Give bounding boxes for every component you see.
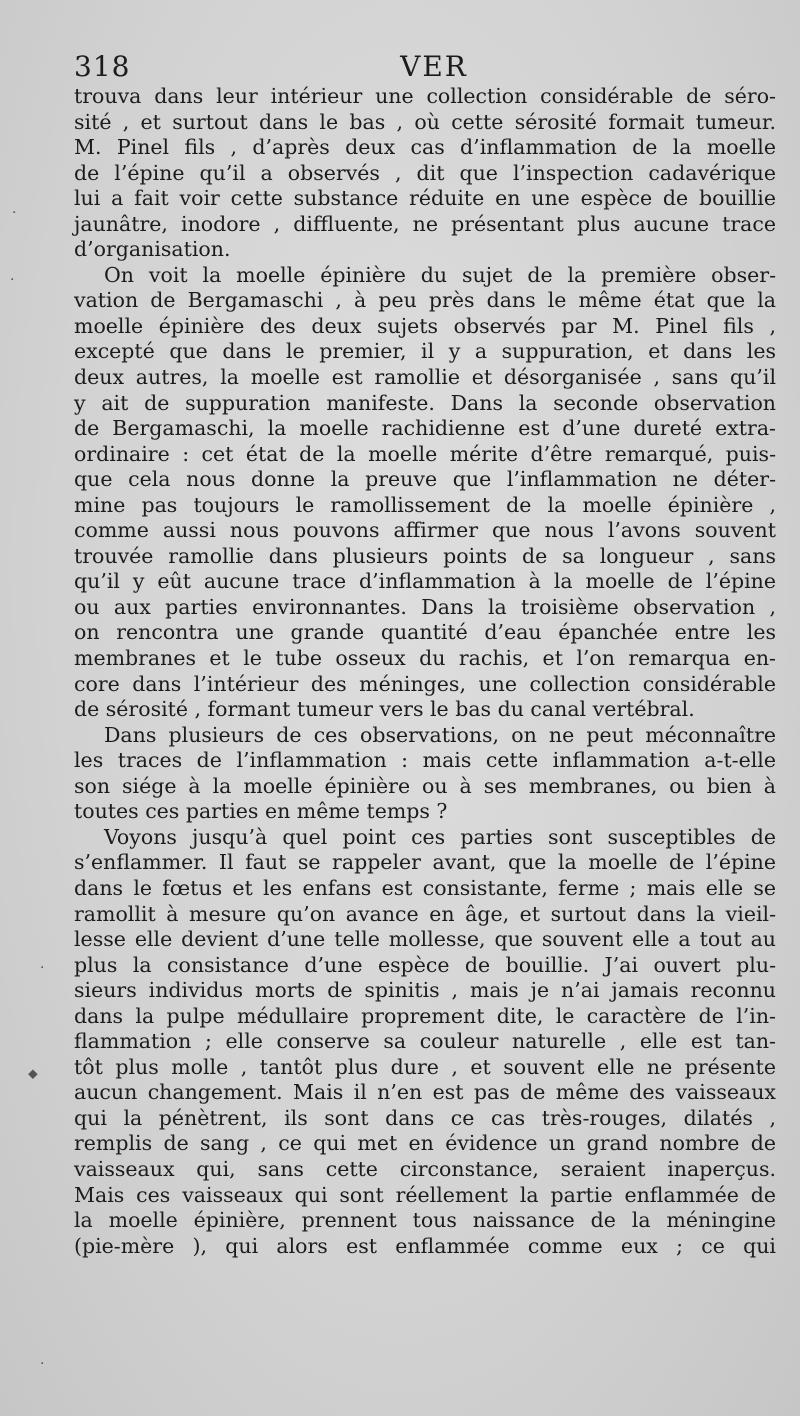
- paragraph-start-line: On voit la moelle épinière du sujet de la première obser-: [104, 262, 776, 287]
- text-line: lesse elle devient d’une telle mollesse, que souvent elle a tout au: [74, 927, 776, 952]
- text-line: tôt plus molle , tantôt plus dure , et souvent elle ne présente: [74, 1054, 776, 1079]
- paper-speck-mark: ·: [40, 1356, 45, 1372]
- text-line: qui la pénètrent, ils sont dans ce cas très-rouges, dilatés ,: [74, 1105, 776, 1130]
- text-line: qu’il y eût aucune trace d’inflammation à la moelle de l’épine: [74, 569, 776, 594]
- text-line: jaunâtre, inodore , diffluente, ne présentant plus aucune trace: [74, 211, 776, 236]
- text-line: s’enflammer. Il faut se rappeler avant, que la moelle de l’épine: [74, 850, 776, 875]
- paper-speck-mark: ·: [10, 272, 15, 288]
- text-line: dans la pulpe médullaire proprement dite, le caractère de l’in-: [74, 1003, 776, 1028]
- paper-speck-mark: ·: [12, 205, 17, 221]
- text-line: les traces de l’inflammation : mais cette inflammation a-t-elle: [74, 748, 776, 773]
- text-line: moelle épinière des deux sujets observés par M. Pinel fils ,: [74, 313, 776, 338]
- text-line: y ait de suppuration manifeste. Dans la seconde observation: [74, 390, 776, 415]
- text-line: mine pas toujours le ramollissement de la moelle épinière ,: [74, 492, 776, 517]
- text-line: Mais ces vaisseaux qui sont réellement la partie enflammée de: [74, 1182, 776, 1207]
- text-line: la moelle épinière, prennent tous naissance de la méningine: [74, 1208, 776, 1233]
- text-line: d’organisation.: [74, 237, 231, 262]
- text-line: sité , et surtout dans le bas , où cette sérosité formait tumeur.: [74, 109, 776, 134]
- text-line: core dans l’intérieur des méninges, une collection considérable: [74, 671, 776, 696]
- text-line: (pie-mère ), qui alors est enflammée comme eux ; ce qui: [74, 1233, 776, 1258]
- text-line: que cela nous donne la preuve que l’inflammation ne déter-: [74, 467, 776, 492]
- text-line: M. Pinel fils , d’après deux cas d’inflammation de la moelle: [74, 135, 776, 160]
- text-line: trouva dans leur intérieur une collection considérable de séro-: [74, 84, 776, 108]
- text-line: excepté que dans le premier, il y a suppuration, et dans les: [74, 339, 776, 364]
- text-line: de l’épine qu’il a observés , dit que l’inspection cadavérique: [74, 160, 776, 185]
- paragraph-start-line: Dans plusieurs de ces observations, on ne peut méconnaître: [104, 722, 776, 747]
- text-line: deux autres, la moelle est ramollie et désorganisée , sans qu’il: [74, 365, 776, 390]
- text-line: toutes ces parties en même temps ?: [74, 799, 448, 824]
- text-line: vation de Bergamaschi , à peu près dans le même état que la: [74, 288, 776, 313]
- text-line: de sérosité , formant tumeur vers le bas du canal vertébral.: [74, 697, 695, 722]
- body-text: [74, 84, 776, 1259]
- text-line: on rencontra une grande quantité d’eau épanchée entre les: [74, 620, 776, 645]
- paragraph-start-line: Voyons jusqu’à quel point ces parties sont susceptibles de: [104, 824, 776, 849]
- page-header: [74, 50, 754, 86]
- text-line: son siége à la moelle épinière ou à ses membranes, ou bien à: [74, 773, 776, 798]
- paper-speck-mark: ·: [40, 960, 45, 976]
- text-line: sieurs individus morts de spinitis , mais je n’ai jamais reconnu: [74, 978, 776, 1003]
- text-line: ou aux parties environnantes. Dans la troisième observation ,: [74, 594, 776, 619]
- text-line: trouvée ramollie dans plusieurs points de sa longueur , sans: [74, 543, 776, 568]
- text-line: flammation ; elle conserve sa couleur naturelle , elle est tan-: [74, 1029, 776, 1054]
- text-line: plus la consistance d’une espèce de bouillie. J’ai ouvert plu-: [74, 952, 776, 977]
- page-number: 318: [74, 50, 131, 83]
- text-line: lui a fait voir cette substance réduite en une espèce de bouillie: [74, 186, 776, 211]
- text-line: ordinaire : cet état de la moelle mérite d’être remarqué, puis-: [74, 441, 776, 466]
- text-line: de Bergamaschi, la moelle rachidienne est d’une dureté extra-: [74, 416, 776, 441]
- text-line: aucun changement. Mais il n’en est pas de même des vaisseaux: [74, 1080, 776, 1105]
- text-line: membranes et le tube osseux du rachis, et l’on remarqua en-: [74, 646, 776, 671]
- text-line: vaisseaux qui, sans cette circonstance, seraient inaperçus.: [74, 1156, 776, 1181]
- text-line: comme aussi nous pouvons affirmer que nous l’avons souvent: [74, 518, 776, 543]
- text-line: dans le fœtus et les enfans est consistante, ferme ; mais elle se: [74, 875, 776, 900]
- text-line: remplis de sang , ce qui met en évidence un grand nombre de: [74, 1131, 776, 1156]
- text-line: ramollit à mesure qu’on avance en âge, et surtout dans la vieil-: [74, 901, 776, 926]
- ink-blot-mark: ⬥: [28, 1066, 38, 1082]
- running-head: VER: [400, 50, 468, 83]
